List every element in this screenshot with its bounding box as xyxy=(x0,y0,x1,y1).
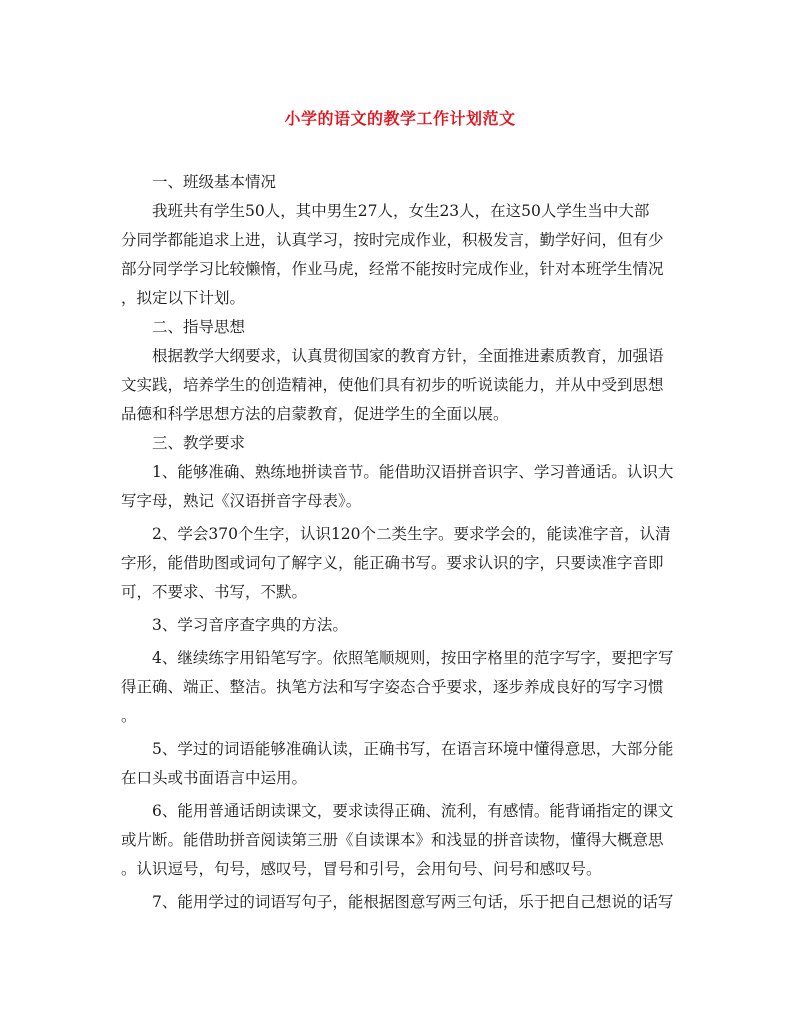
text-line: 我班共有学生50人，其中男生27人，女生23人，在这50人学生当中大部 xyxy=(152,202,650,220)
text-line: 或片断。能借助拼音阅读第三册《自读课本》和浅显的拼音读物，懂得大概意思 xyxy=(121,831,664,849)
text-line: 。认识逗号，句号，感叹号，冒号和引号，会用句号、问号和感叹号。 xyxy=(121,860,602,878)
text-line: 得正确、端正、整洁。执笔方法和写字姿态合乎要求，逐步养成良好的写字习惯 xyxy=(121,678,664,696)
text-line: 6、能用普通话朗读课文，要求读得正确、流利，有感情。能背诵指定的课文 xyxy=(152,802,674,820)
text-line: 5、学过的词语能够准确认读，正确书写，在语言环境中懂得意思，大部分能 xyxy=(152,740,674,758)
text-line: 部分同学学习比较懒惰，作业马虎，经常不能按时完成作业，针对本班学生情况 xyxy=(121,260,664,278)
text-line: 分同学都能追求上进，认真学习，按时完成作业，积极发言，勤学好问，但有少 xyxy=(121,231,664,249)
document-body xyxy=(121,168,681,917)
text-line: 根据教学大纲要求，认真贯彻国家的教育方针，全面推进素质教育，加强语 xyxy=(152,347,664,365)
text-line: 一、班级基本情况 xyxy=(152,173,277,191)
text-line: 4、继续练字用铅笔写字。依照笔顺规则，按田字格里的范字写字，要把字写 xyxy=(152,649,674,667)
text-line: 文实践，培养学生的创造精神，使他们具有初步的听说读能力，并从中受到思想 xyxy=(121,376,664,394)
text-line: 二、指导思想 xyxy=(152,318,246,336)
text-line: 3、学习音序查字典的方法。 xyxy=(152,616,348,634)
text-line: 2、学会370个生字，认识120个二类生字。要求学会的，能读准字音，认清 xyxy=(152,525,671,543)
text-line: 1、能够准确、熟练地拼读音节。能借助汉语拼音识字、学习普通话。认识大 xyxy=(152,463,674,481)
document-title: 小学的语文的教学工作计划范文 xyxy=(284,109,516,128)
text-line: 7、能用学过的词语写句子，能根据图意写两三句话，乐于把自己想说的话写 xyxy=(152,893,674,911)
text-line: 字形，能借助图或词句了解字义，能正确书写。要求认识的字，只要读准字音即 xyxy=(121,554,664,572)
text-line: 写字母，熟记《汉语拼音字母表》。 xyxy=(121,492,362,510)
text-line: 在口头或书面语言中运用。 xyxy=(121,769,308,787)
text-line: ，拟定以下计划。 xyxy=(121,289,246,307)
text-line: 三、教学要求 xyxy=(152,434,246,452)
text-line: 品德和科学思想方法的启蒙教育，促进学生的全面以展。 xyxy=(121,405,509,423)
text-line: 可，不要求、书写，不默。 xyxy=(121,583,308,601)
text-line: 。 xyxy=(121,707,137,725)
